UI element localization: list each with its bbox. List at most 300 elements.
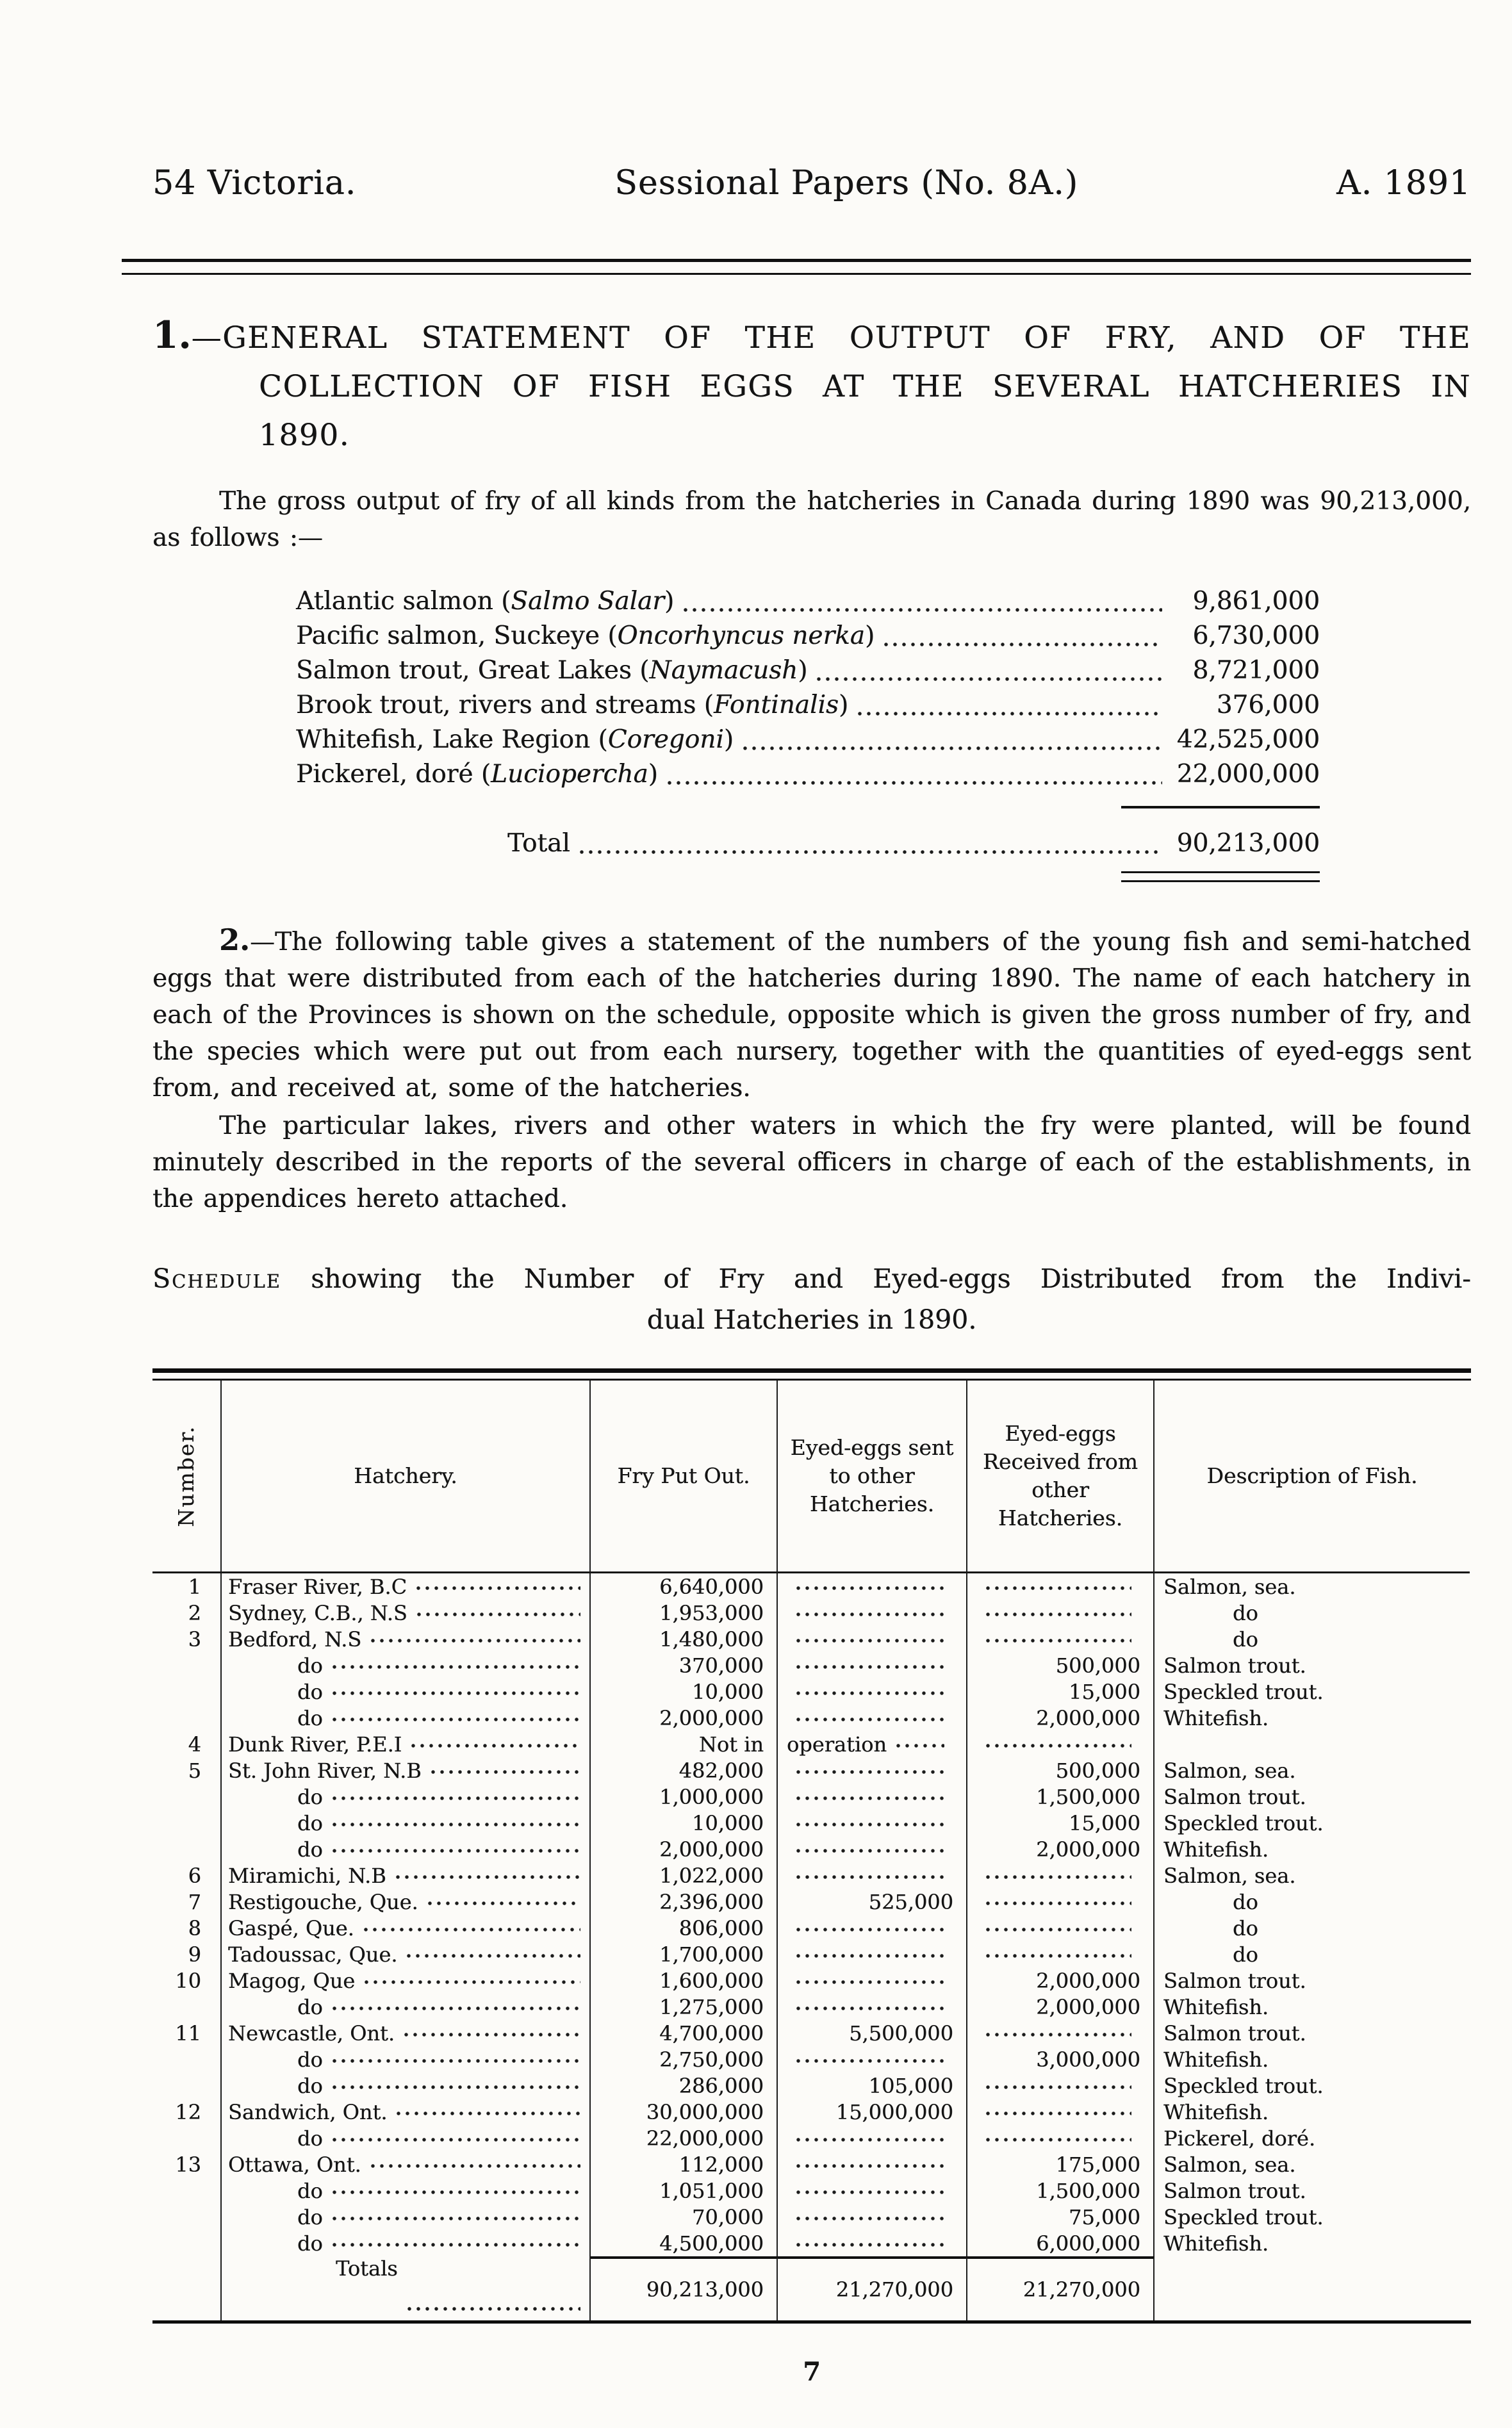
eggs-received-cell bbox=[967, 1889, 1155, 1915]
description-cell: Speckled trout. bbox=[1163, 1679, 1324, 1704]
double-rule-top bbox=[122, 259, 1471, 262]
totals-value: 21,270,000 bbox=[835, 2277, 953, 2302]
species-row bbox=[296, 757, 1320, 792]
row-number-cell: 11 bbox=[152, 2020, 222, 2046]
schedule-word: Schedule bbox=[152, 1263, 281, 1294]
species-name: Whitefish, Lake Region (Coregoni) bbox=[296, 725, 734, 754]
description-cell: Whitefish. bbox=[1163, 1994, 1269, 2019]
cell-value: 525,000 bbox=[868, 1889, 953, 1914]
cell-value: 10,000 bbox=[692, 1810, 764, 1835]
row-number-cell bbox=[152, 1836, 222, 1862]
dot-leader bbox=[796, 1792, 944, 1802]
hatchery-name: do bbox=[297, 1810, 323, 1835]
eggs-sent-cell bbox=[778, 1941, 967, 1967]
dot-leader bbox=[683, 603, 1162, 614]
description-cell: Whitefish. bbox=[1163, 2231, 1269, 2256]
row-number-cell: 12 bbox=[152, 2099, 222, 2125]
eggs-received-cell bbox=[967, 1994, 1155, 2020]
description-cell: Pickerel, doré. bbox=[1163, 2126, 1315, 2151]
eggs-received-cell bbox=[967, 1915, 1155, 1941]
fry-put-out-cell bbox=[591, 1705, 778, 1731]
hatchery-cell bbox=[222, 1810, 591, 1836]
hatchery-cell bbox=[222, 1862, 591, 1889]
dot-leader bbox=[796, 1713, 944, 1723]
cell-value: 22,000,000 bbox=[646, 2126, 764, 2151]
hatchery-name: Ottawa, Ont. bbox=[228, 2152, 361, 2177]
eggs-received-cell bbox=[967, 2020, 1155, 2046]
double-rule-bottom bbox=[122, 273, 1471, 275]
eggs-received-cell bbox=[967, 2151, 1155, 2178]
dot-leader bbox=[985, 2133, 1131, 2144]
cell-value: 70,000 bbox=[692, 2204, 764, 2229]
eggs-sent-cell bbox=[778, 1862, 967, 1889]
totals-eggs-sent-cell bbox=[778, 2256, 967, 2320]
eggs-sent-cell bbox=[778, 1626, 967, 1652]
row-number-cell bbox=[152, 1784, 222, 1810]
row-number-cell bbox=[152, 1678, 222, 1705]
dot-leader bbox=[896, 1739, 944, 1750]
species-value: 42,525,000 bbox=[1176, 725, 1320, 754]
eggs-received-cell bbox=[967, 1705, 1155, 1731]
eggs-received-cell bbox=[967, 1784, 1155, 1810]
row-number-cell: 5 bbox=[152, 1757, 222, 1784]
section-title-line-1: GENERAL STATEMENT OF THE OUTPUT OF FRY, AND OF THE bbox=[222, 320, 1471, 356]
dot-leader bbox=[370, 2160, 580, 2170]
eggs-received-cell bbox=[967, 1967, 1155, 1994]
dot-leader bbox=[332, 2212, 580, 2222]
dot-leader bbox=[796, 2055, 944, 2065]
hatchery-cell bbox=[222, 2151, 591, 2178]
cell-value: 1,953,000 bbox=[659, 1600, 764, 1625]
hatchery-cell bbox=[222, 2099, 591, 2125]
dot-leader bbox=[396, 2107, 580, 2117]
cell-value: 2,000,000 bbox=[659, 1837, 764, 1862]
table-top-rule-heavy bbox=[152, 1368, 1471, 1373]
fry-put-out-cell bbox=[591, 1573, 778, 1600]
dot-leader bbox=[332, 2238, 580, 2249]
cell-value: 806,000 bbox=[678, 1915, 764, 1940]
cell-value: 175,000 bbox=[1055, 2152, 1140, 2177]
fry-put-out-cell bbox=[591, 1731, 778, 1757]
dot-leader bbox=[796, 1766, 944, 1776]
eggs-received-cell bbox=[967, 1600, 1155, 1626]
dot-leader bbox=[985, 1871, 1131, 1881]
dot-leader bbox=[370, 1634, 580, 1645]
hatchery-cell bbox=[222, 2178, 591, 2204]
description-cell: do bbox=[1233, 1889, 1258, 1914]
species-value: 6,730,000 bbox=[1192, 621, 1320, 650]
dot-leader bbox=[796, 1818, 944, 1828]
eggs-received-cell bbox=[967, 1573, 1155, 1600]
eggs-received-cell bbox=[967, 1836, 1155, 1862]
dot-leader bbox=[796, 2186, 944, 2196]
fry-put-out-cell bbox=[591, 2020, 778, 2046]
dot-leader bbox=[667, 776, 1162, 787]
description-cell: do bbox=[1233, 1627, 1258, 1652]
dot-leader bbox=[796, 1661, 944, 1671]
totals-number-cell bbox=[152, 2256, 222, 2320]
cell-value: 4,700,000 bbox=[659, 2021, 764, 2046]
not-in-operation-text: Not in bbox=[698, 1732, 764, 1757]
row-number-cell: 1 bbox=[152, 1573, 222, 1600]
fry-put-out-cell bbox=[591, 1600, 778, 1626]
species-latin-name: Coregoni bbox=[607, 725, 724, 754]
cell-value: 30,000,000 bbox=[646, 2099, 764, 2124]
species-latin-name: Oncorhyncus nerka bbox=[617, 621, 865, 650]
dot-leader bbox=[796, 2002, 944, 2012]
fry-put-out-cell bbox=[591, 2230, 778, 2256]
hatchery-cell bbox=[222, 1994, 591, 2020]
species-latin-name: Naymacush bbox=[649, 656, 798, 685]
hatchery-name: do bbox=[297, 2231, 323, 2256]
fry-put-out-cell bbox=[591, 2099, 778, 2125]
dot-leader bbox=[332, 2081, 580, 2091]
row-number-cell: 8 bbox=[152, 1915, 222, 1941]
description-cell: Salmon trout. bbox=[1163, 1968, 1306, 1993]
eggs-sent-cell bbox=[778, 1678, 967, 1705]
hatchery-name: Dunk River, P.E.I bbox=[228, 1732, 402, 1757]
cell-value: 1,600,000 bbox=[659, 1968, 764, 1993]
hatchery-name: St. John River, N.B bbox=[228, 1758, 422, 1783]
dot-leader bbox=[985, 1608, 1131, 1618]
eggs-received-cell bbox=[967, 1810, 1155, 1836]
cell-value: 370,000 bbox=[678, 1653, 764, 1678]
hatchery-cell bbox=[222, 1784, 591, 1810]
dot-leader bbox=[985, 1582, 1131, 1592]
dot-leader bbox=[857, 707, 1162, 718]
eggs-sent-cell bbox=[778, 2151, 967, 2178]
hatchery-name: do bbox=[297, 1837, 323, 1862]
dot-leader bbox=[332, 2055, 580, 2065]
dot-leader bbox=[883, 638, 1162, 648]
hatchery-cell bbox=[222, 2204, 591, 2230]
cell-value: 1,500,000 bbox=[1036, 1784, 1140, 1809]
eggs-sent-cell bbox=[778, 2046, 967, 2072]
eggs-received-cell bbox=[967, 1757, 1155, 1784]
row-number-cell: 2 bbox=[152, 1600, 222, 1626]
cell-value: 1,700,000 bbox=[659, 1942, 764, 1967]
eggs-sent-cell bbox=[778, 1757, 967, 1784]
dot-leader bbox=[985, 1739, 1131, 1750]
fry-put-out-cell bbox=[591, 2178, 778, 2204]
dot-leader bbox=[332, 1818, 580, 1828]
column-header-eggs-sent: Eyed-eggs sent to other Hatcheries. bbox=[778, 1381, 967, 1573]
description-cell: Salmon, sea. bbox=[1163, 1574, 1296, 1599]
eggs-sent-cell bbox=[778, 1705, 967, 1731]
running-head-title: Sessional Papers (No. 8A.) bbox=[614, 164, 1079, 202]
fry-put-out-cell bbox=[591, 1915, 778, 1941]
column-header-hatchery: Hatchery. bbox=[222, 1381, 591, 1573]
dot-leader bbox=[985, 1949, 1131, 1960]
schedule-heading-line-2: dual Hatcheries in 1890. bbox=[646, 1304, 977, 1335]
species-row bbox=[296, 584, 1320, 619]
species-name: Atlantic salmon (Salmo Salar) bbox=[296, 587, 675, 616]
dot-leader bbox=[985, 1923, 1131, 1933]
species-row bbox=[296, 723, 1320, 757]
cell-value: 15,000,000 bbox=[835, 2099, 953, 2124]
row-number-cell: 4 bbox=[152, 1731, 222, 1757]
fry-put-out-cell bbox=[591, 1967, 778, 1994]
total-rule bbox=[1121, 806, 1320, 808]
totals-eggs-received-cell bbox=[967, 2256, 1155, 2320]
cell-value: 112,000 bbox=[678, 2152, 764, 2177]
row-number-cell bbox=[152, 2046, 222, 2072]
cell-value: 2,000,000 bbox=[1036, 1994, 1140, 2019]
paragraph-3: The particular lakes, rivers and other waters in which the fry were planted, will be found minutely described in the reports of the several officers in charge of each of the establishments, in the appendices hereto attached. bbox=[152, 1111, 1471, 1213]
eggs-sent-cell bbox=[778, 1784, 967, 1810]
row-number-cell: 10 bbox=[152, 1967, 222, 1994]
row-number-cell bbox=[152, 1994, 222, 2020]
section-number: 1. bbox=[152, 313, 192, 357]
eggs-received-cell bbox=[967, 2178, 1155, 2204]
hatchery-name: Restigouche, Que. bbox=[228, 1889, 418, 1914]
species-name: Pacific salmon, Suckeye (Oncorhyncus nerka) bbox=[296, 621, 875, 650]
dot-leader bbox=[816, 673, 1162, 683]
eggs-received-cell bbox=[967, 1626, 1155, 1652]
hatchery-cell bbox=[222, 1757, 591, 1784]
fry-put-out-cell bbox=[591, 2204, 778, 2230]
cell-value: 1,051,000 bbox=[659, 2178, 764, 2203]
hatchery-name: do bbox=[297, 1705, 323, 1730]
dot-leader bbox=[332, 2002, 580, 2012]
species-name: Brook trout, rivers and streams (Fontinalis) bbox=[296, 691, 849, 719]
hatchery-name: do bbox=[297, 2073, 323, 2098]
dot-leader bbox=[796, 2212, 944, 2222]
description-cell: do bbox=[1233, 1915, 1258, 1940]
eggs-sent-cell bbox=[778, 1889, 967, 1915]
hatchery-cell bbox=[222, 2230, 591, 2256]
hatchery-cell bbox=[222, 1941, 591, 1967]
cell-value: 286,000 bbox=[678, 2073, 764, 2098]
output-total-value: 90,213,000 bbox=[1176, 829, 1320, 858]
hatchery-name: Miramichi, N.B bbox=[228, 1863, 386, 1888]
description-cell: Salmon trout. bbox=[1163, 2021, 1306, 2046]
fry-put-out-cell bbox=[591, 1626, 778, 1652]
cell-value: 2,396,000 bbox=[659, 1889, 764, 1914]
hatchery-name: do bbox=[297, 1994, 323, 2019]
eggs-sent-cell bbox=[778, 2230, 967, 2256]
hatchery-cell bbox=[222, 2125, 591, 2151]
eggs-sent-cell bbox=[778, 2020, 967, 2046]
description-cell: Salmon, sea. bbox=[1163, 2152, 1296, 2177]
eggs-sent-cell bbox=[778, 2099, 967, 2125]
dot-leader bbox=[427, 1897, 580, 1907]
running-head-year: A. 1891 bbox=[1336, 164, 1471, 202]
dot-leader bbox=[332, 1713, 580, 1723]
dot-leader bbox=[796, 1949, 944, 1960]
cell-value: 1,275,000 bbox=[659, 1994, 764, 2019]
description-cell: Salmon trout. bbox=[1163, 1784, 1306, 1809]
dot-leader bbox=[431, 1766, 580, 1776]
dot-leader bbox=[985, 2081, 1131, 2091]
schedule-heading-line-1: showing the Number of Fry and Eyed-eggs Distributed from the Indivi- bbox=[281, 1263, 1471, 1294]
row-number-cell bbox=[152, 2230, 222, 2256]
row-number-cell bbox=[152, 2204, 222, 2230]
cell-value: 2,750,000 bbox=[659, 2047, 764, 2072]
eggs-received-cell bbox=[967, 2204, 1155, 2230]
not-in-operation-text: operation bbox=[787, 1732, 887, 1757]
fry-put-out-cell bbox=[591, 2072, 778, 2099]
output-list bbox=[296, 584, 1320, 882]
intro-paragraph: The gross output of fry of all kinds from the hatcheries in Canada during 1890 was 90,213,000, as follows :— bbox=[152, 487, 1471, 552]
eggs-received-cell bbox=[967, 1652, 1155, 1678]
totals-value: 90,213,000 bbox=[646, 2277, 764, 2302]
hatchery-name: Sandwich, Ont. bbox=[228, 2099, 388, 2124]
schedule-heading bbox=[152, 1258, 1471, 1340]
total-double-rule bbox=[1121, 871, 1320, 882]
description-cell: Speckled trout. bbox=[1163, 2204, 1324, 2229]
hatchery-cell bbox=[222, 1652, 591, 1678]
eggs-sent-cell bbox=[778, 1810, 967, 1836]
table-bottom-rule bbox=[152, 2320, 1471, 2324]
description-cell: Whitefish. bbox=[1163, 2047, 1269, 2072]
row-number-cell: 6 bbox=[152, 1862, 222, 1889]
hatchery-cell bbox=[222, 1678, 591, 1705]
dot-leader bbox=[406, 1949, 580, 1960]
hatchery-name: Bedford, N.S bbox=[228, 1627, 362, 1652]
species-row bbox=[296, 688, 1320, 723]
output-total-label: Total bbox=[507, 829, 570, 858]
hatchery-name: Tadoussac, Que. bbox=[228, 1942, 398, 1967]
eggs-received-cell bbox=[967, 1941, 1155, 1967]
fry-put-out-cell bbox=[591, 2125, 778, 2151]
description-cell: Salmon, sea. bbox=[1163, 1758, 1296, 1783]
eggs-sent-cell bbox=[778, 1652, 967, 1678]
cell-value: 1,500,000 bbox=[1036, 2178, 1140, 2203]
row-number-cell bbox=[152, 1810, 222, 1836]
cell-value: 1,022,000 bbox=[659, 1863, 764, 1888]
dot-leader bbox=[796, 1871, 944, 1881]
eggs-received-cell bbox=[967, 2125, 1155, 2151]
hatchery-cell bbox=[222, 1915, 591, 1941]
species-value: 9,861,000 bbox=[1192, 587, 1320, 616]
species-list bbox=[296, 584, 1320, 792]
species-row bbox=[296, 653, 1320, 688]
hatchery-name: Fraser River, B.C bbox=[228, 1574, 407, 1599]
dot-leader bbox=[985, 2028, 1131, 2038]
hatchery-cell bbox=[222, 2072, 591, 2099]
hatchery-name: do bbox=[297, 1784, 323, 1809]
fry-put-out-cell bbox=[591, 1836, 778, 1862]
description-cell: Whitefish. bbox=[1163, 1705, 1269, 1730]
cell-value: 4,500,000 bbox=[659, 2231, 764, 2256]
hatchery-cell bbox=[222, 1731, 591, 1757]
cell-value: 6,000,000 bbox=[1036, 2231, 1140, 2256]
column-header-eggs-received: Eyed-eggs Received from other Hatcheries. bbox=[967, 1381, 1155, 1573]
dot-leader bbox=[411, 1739, 580, 1750]
eggs-sent-cell bbox=[778, 1967, 967, 1994]
paragraph-2-number: 2. bbox=[219, 923, 251, 957]
description-cell: Salmon trout. bbox=[1163, 1653, 1306, 1678]
dot-leader bbox=[796, 2238, 944, 2249]
hatchery-name: Gaspé, Que. bbox=[228, 1915, 354, 1940]
fry-put-out-cell bbox=[591, 1941, 778, 1967]
dot-leader bbox=[363, 1923, 580, 1933]
dot-leader bbox=[796, 1844, 944, 1855]
dot-leader bbox=[985, 1897, 1131, 1907]
fry-put-out-cell bbox=[591, 1889, 778, 1915]
section-title-line-3: 1890. bbox=[259, 418, 350, 453]
row-number-cell bbox=[152, 2125, 222, 2151]
species-value: 22,000,000 bbox=[1176, 760, 1320, 789]
page-number: 7 bbox=[803, 2357, 821, 2387]
species-value: 8,721,000 bbox=[1192, 656, 1320, 685]
hatchery-cell bbox=[222, 1600, 591, 1626]
hatchery-cell bbox=[222, 1705, 591, 1731]
species-latin-name: Fontinalis bbox=[713, 691, 839, 719]
schedule-grid bbox=[152, 1381, 1471, 2320]
fry-put-out-cell bbox=[591, 1678, 778, 1705]
eggs-sent-cell bbox=[778, 2178, 967, 2204]
row-number-cell bbox=[152, 2178, 222, 2204]
hatchery-name: Newcastle, Ont. bbox=[228, 2021, 395, 2046]
cell-value: 2,000,000 bbox=[659, 1705, 764, 1730]
hatchery-name: do bbox=[297, 2204, 323, 2229]
hatchery-name: do bbox=[297, 1679, 323, 1704]
fry-put-out-cell bbox=[591, 1757, 778, 1784]
description-cell: Whitefish. bbox=[1163, 2099, 1269, 2124]
cell-value: 6,640,000 bbox=[659, 1574, 764, 1599]
running-head-volume: 54 Victoria. bbox=[152, 164, 357, 202]
dot-leader bbox=[579, 846, 1162, 856]
cell-value: 1,000,000 bbox=[659, 1784, 764, 1809]
eggs-sent-cell bbox=[778, 2125, 967, 2151]
fry-put-out-cell bbox=[591, 1810, 778, 1836]
cell-value: 2,000,000 bbox=[1036, 1837, 1140, 1862]
dot-leader bbox=[332, 1661, 580, 1671]
dot-leader bbox=[796, 2133, 944, 2144]
hatchery-cell bbox=[222, 1889, 591, 1915]
cell-value: 500,000 bbox=[1055, 1758, 1140, 1783]
description-cell: Speckled trout. bbox=[1163, 2073, 1324, 2098]
cell-value: 482,000 bbox=[678, 1758, 764, 1783]
hatchery-cell bbox=[222, 1836, 591, 1862]
totals-description-cell bbox=[1155, 2256, 1470, 2320]
row-number-cell bbox=[152, 1705, 222, 1731]
description-cell: Speckled trout. bbox=[1163, 1810, 1324, 1835]
fry-put-out-cell bbox=[591, 2151, 778, 2178]
dot-leader bbox=[796, 2160, 944, 2170]
eggs-sent-cell bbox=[778, 1573, 967, 1600]
totals-value: 21,270,000 bbox=[1023, 2277, 1140, 2302]
row-number-cell: 9 bbox=[152, 1941, 222, 1967]
eggs-sent-cell bbox=[778, 2072, 967, 2099]
totals-fry-cell bbox=[591, 2256, 778, 2320]
eggs-sent-cell bbox=[778, 1915, 967, 1941]
row-number-cell: 3 bbox=[152, 1626, 222, 1652]
dot-leader bbox=[796, 1634, 944, 1645]
eggs-sent-cell bbox=[778, 1836, 967, 1862]
species-latin-name: Luciopercha bbox=[491, 760, 648, 789]
eggs-sent-cell bbox=[778, 1994, 967, 2020]
description-cell: Salmon, sea. bbox=[1163, 1863, 1296, 1888]
description-cell: do bbox=[1233, 1942, 1258, 1967]
dot-leader bbox=[796, 1687, 944, 1697]
eggs-received-cell bbox=[967, 1731, 1155, 1757]
hatchery-name: do bbox=[297, 2126, 323, 2151]
hatchery-name: do bbox=[297, 2047, 323, 2072]
dot-leader bbox=[985, 1634, 1131, 1645]
cell-value: 1,480,000 bbox=[659, 1627, 764, 1652]
dot-leader bbox=[332, 1792, 580, 1802]
hatchery-name: Magog, Que bbox=[228, 1968, 356, 1993]
row-number-cell: 13 bbox=[152, 2151, 222, 2178]
dot-leader bbox=[743, 742, 1162, 752]
column-header-description: Description of Fish. bbox=[1155, 1381, 1470, 1573]
fry-put-out-cell bbox=[591, 1994, 778, 2020]
eggs-received-cell bbox=[967, 2230, 1155, 2256]
description-cell: Salmon trout. bbox=[1163, 2178, 1306, 2203]
